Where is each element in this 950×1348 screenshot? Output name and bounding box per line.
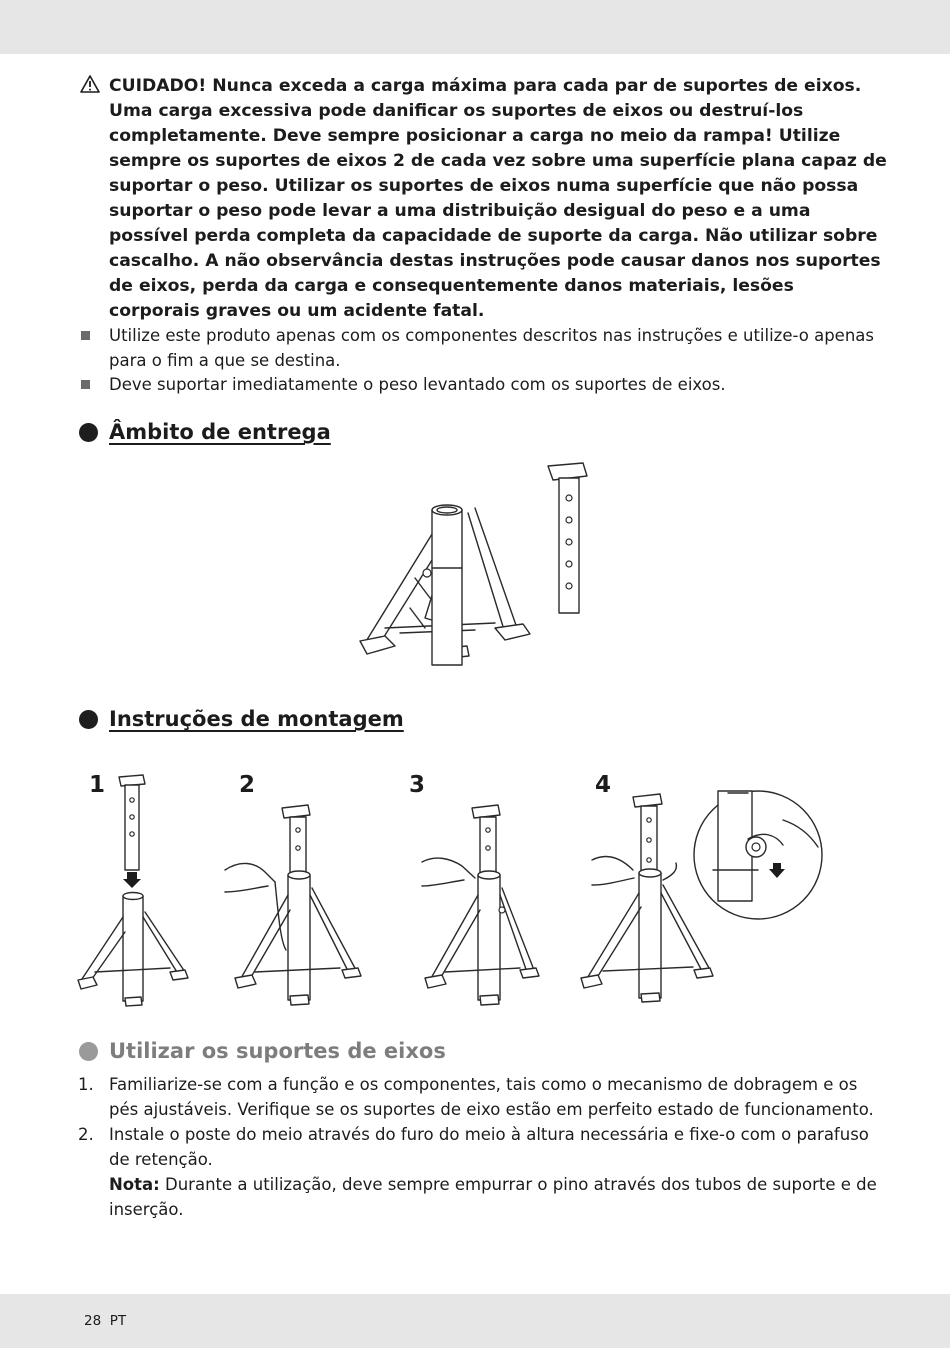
step-number-1: 1	[89, 772, 106, 798]
list-item-number: 2.	[78, 1125, 94, 1144]
bottom-band	[0, 1294, 950, 1348]
list-item-number: 1.	[78, 1075, 94, 1094]
step-number-2: 2	[239, 772, 256, 798]
step-3-illustration	[420, 800, 540, 1010]
section-title-delivery: Âmbito de entrega	[109, 420, 331, 444]
warning-text: CUIDADO! Nunca exceda a carga máxima para cada par de suportes de eixos. Uma carga excessiva pode danificar os suportes de eixos ou destruí-los completamente. Deve sempre posicionar a carga no meio da rampa! Utilize sempre os suportes de eixos 2 de cada vez sobre uma superfície plana capaz de suportar o peso. Utilizar os suportes de eixos numa superfície que não possa suportar o peso pode levar a uma distribuição desigual do peso e a uma possível perda completa da capacidade de suporte da carga. Não utilizar sobre cascalho. A não observância destas instruções pode causar danos nos suportes de eixos, perda da carga e consequentemente danos materiais, lesões corporais graves ou um acidente fatal.	[109, 76, 887, 321]
list-item-text: Instale o poste do meio através do furo do meio à altura necessária e fixe-o com o parafuso de retenção.	[109, 1125, 869, 1169]
section-dot-icon	[79, 1042, 98, 1061]
step-1-illustration	[75, 772, 190, 1012]
step-number-4: 4	[595, 772, 612, 798]
bullet-square-icon	[81, 380, 90, 389]
step-4-illustration	[578, 785, 828, 1010]
note-paragraph	[109, 1172, 879, 1222]
step-number-3: 3	[409, 772, 426, 798]
page-footer	[84, 1312, 126, 1330]
bullet-square-icon	[81, 331, 90, 340]
bullet-item: Deve suportar imediatamente o peso levantado com os suportes de eixos.	[109, 375, 726, 394]
axle-stand-delivery-illustration	[355, 458, 605, 683]
page-number: 28	[84, 1313, 102, 1329]
bullet-item: Utilize este produto apenas com os componentes descritos nas instruções e utilize-o apenas para o fim a que se destina.	[109, 326, 874, 370]
note-label: Nota:	[109, 1175, 160, 1194]
top-band	[0, 0, 950, 54]
section-dot-icon	[79, 710, 98, 729]
section-title-assembly: Instruções de montagem	[109, 707, 404, 731]
list-item-text: Familiarize-se com a função e os componentes, tais como o mecanismo de dobragem e os pés ajustáveis. Verifique se os suportes de eixo estão em perfeito estado de funcionamento.	[109, 1075, 874, 1119]
note-text: Durante a utilização, deve sempre empurrar o pino através dos tubos de suporte e de inserção.	[109, 1175, 877, 1219]
section-dot-icon	[79, 423, 98, 442]
language-code: PT	[109, 1313, 127, 1329]
section-title-usage: Utilizar os suportes de eixos	[109, 1039, 446, 1063]
warning-triangle-icon	[80, 75, 100, 93]
step-2-illustration	[220, 800, 365, 1010]
